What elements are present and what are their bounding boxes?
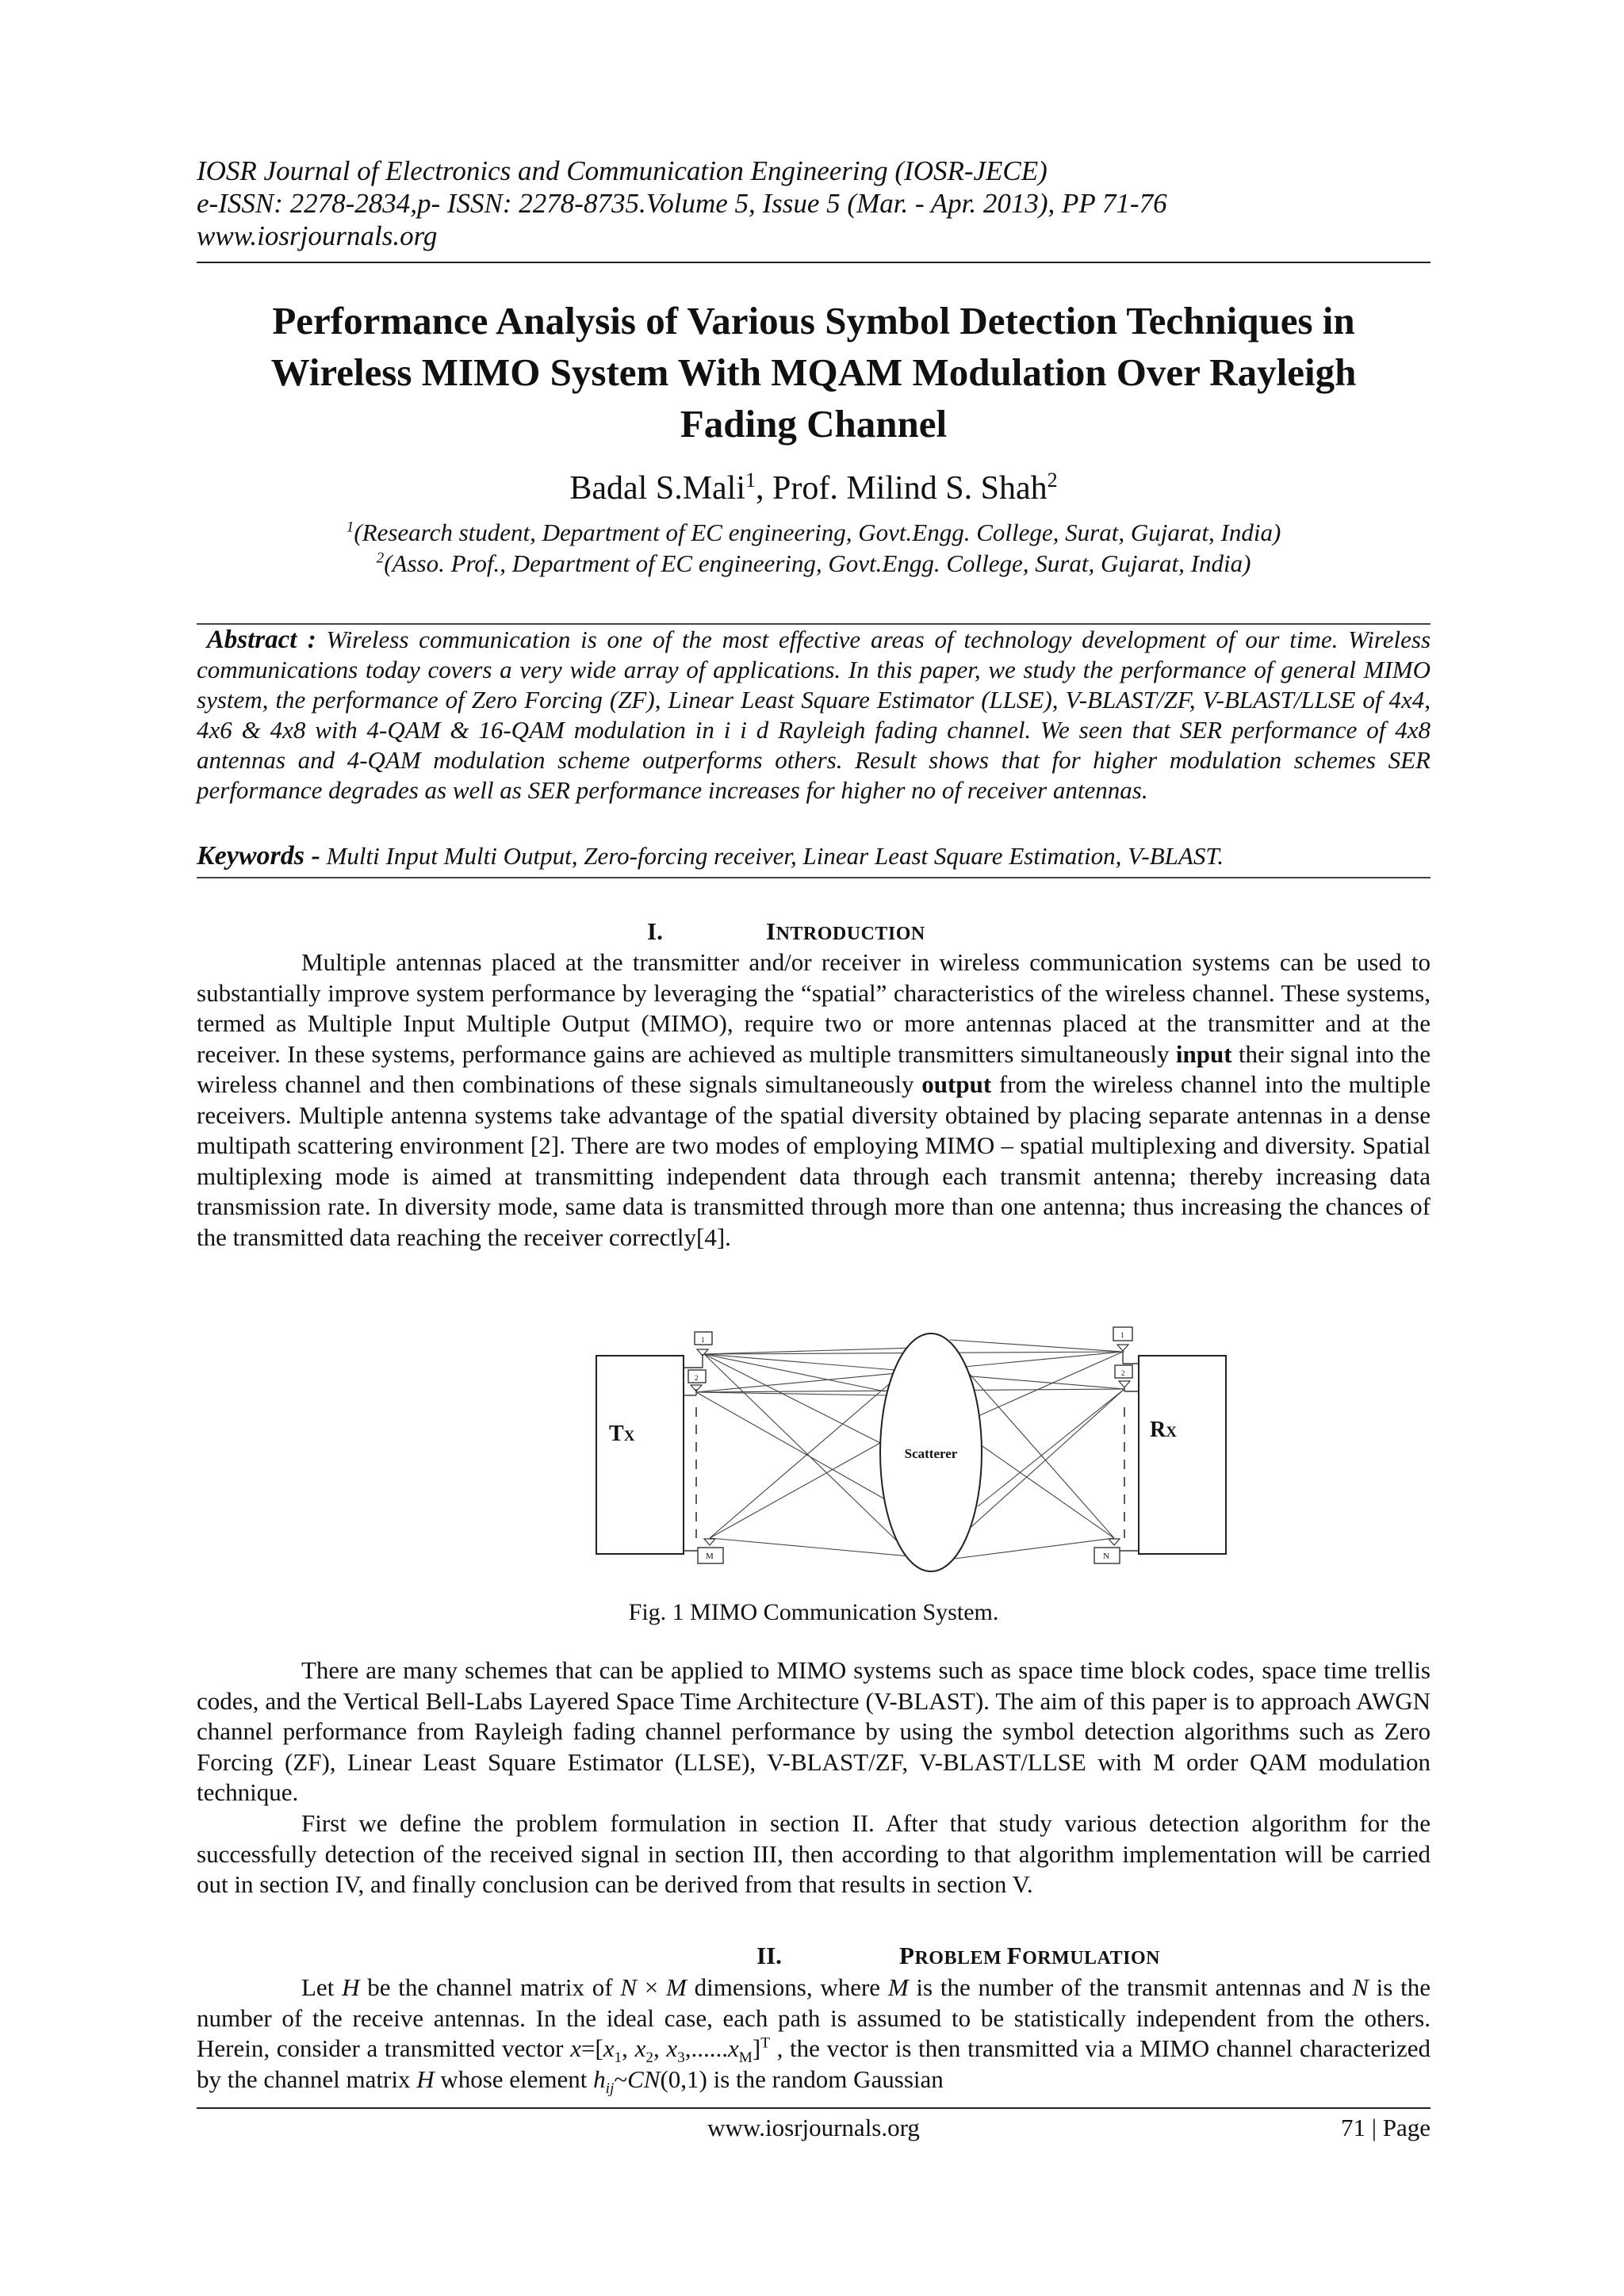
author-1: Badal S.Mali bbox=[569, 470, 746, 507]
keywords-text: Multi Input Multi Output, Zero-forcing receiver, Linear Least Square Estimation, V-BLAST. bbox=[326, 842, 1224, 870]
abstract-label: Abstract : bbox=[206, 626, 316, 654]
svg-text:RX: RX bbox=[1150, 1418, 1177, 1442]
header-rule bbox=[197, 262, 1431, 263]
abstract-text: Wireless communication is one of the most effective areas of technology development of our time. Wireless communications today covers a very wide array of applications. In this paper, we study the performance of general MIMO system, the performance of Zero Forcing (ZF), Linear Least Square Estimator (LLSE), V-BLAST/ZF, V-BLAST/LLSE of 4x4, 4x6 & 4x8 with 4-QAM & 16-QAM modulation in i i d Rayleigh fading channel. We seen that SER performance of 4x8 antennas and 4-QAM modulation scheme outperforms others. Result shows that for higher modulation schemes SER performance degrades as well as SER performance increases for higher no of receiver antennas. bbox=[197, 626, 1431, 804]
tx-antenna-1 bbox=[695, 1332, 712, 1356]
tx-antenna-m bbox=[698, 1539, 723, 1563]
tx-antenna-2 bbox=[688, 1370, 706, 1391]
svg-text:2: 2 bbox=[1121, 1369, 1125, 1377]
svg-text:N: N bbox=[1103, 1552, 1109, 1561]
page-number: 71 | Page bbox=[1341, 2114, 1431, 2141]
rx-antenna-1 bbox=[1113, 1327, 1132, 1351]
mimo-diagram bbox=[577, 1316, 1259, 1594]
journal-name: IOSR Journal of Electronics and Communication Engineering (IOSR-JECE) bbox=[197, 155, 1048, 186]
intro-paragraph-3: First we define the problem formulation in section II. After that study various detection algorithm for the successfully detection of the received signal in section III, then according to that algorithm implementation will be carried out in section IV, and finally conclusion can be derived from that results in section V. bbox=[197, 1809, 1431, 1898]
author-line: Badal S.Mali$^1$, Prof. Milind S. Shah$^2$ bbox=[569, 469, 1058, 507]
svg-text:1: 1 bbox=[1120, 1331, 1124, 1339]
svg-text:1: 1 bbox=[701, 1336, 705, 1344]
rx-block bbox=[1139, 1356, 1226, 1554]
svg-text:2: 2 bbox=[695, 1374, 699, 1382]
footer-url: www.iosrjournals.org bbox=[707, 2114, 920, 2141]
journal-issn: e-ISSN: 2278-2834,p- ISSN: 2278-8735.Volume 5, Issue 5 (Mar. - Apr. 2013), PP 71-76 bbox=[197, 188, 1167, 219]
figure-caption: Fig. 1 MIMO Communication System. bbox=[628, 1599, 999, 1625]
intro-paragraph-2: There are many schemes that can be applied to MIMO systems such as space time block codes, space time trellis codes, and the Vertical Bell-Labs Layered Space Time Architecture (V-BLAST). The aim of this paper is to approach AWGN channel performance from Rayleigh fading channel performance by using the symbol detection algorithms such as Zero Forcing (ZF), Linear Least Square Estimator (LLSE), V-BLAST/ZF, V-BLAST/LLSE with M order QAM modulation technique. bbox=[197, 1656, 1431, 1806]
keywords-label: Keywords - bbox=[197, 841, 320, 871]
journal-website: www.iosrjournals.org bbox=[197, 220, 438, 251]
intro-paragraph-1: Multiple antennas placed at the transmitter and/or receiver in wireless communication systems can be used to substantially improve system performance by leveraging the “spatial” characteristics of the wireless channel. These systems, termed as Multiple Input Multiple Output (MIMO), require two or more antennas placed at the transmitter and at the receiver. In these systems, performance gains are achieved as multiple transmitters simultaneously input their signal into the wireless channel and then combinations of these signals simultaneously output from the wireless channel into the multiple receivers. Multiple antenna systems take advantage of the spatial diversity obtained by placing separate antennas in a dense multipath scattering environment [2]. There are two modes of employing MIMO – spatial multiplexing and diversity. Spatial multiplexing mode is aimed at transmitting independent data through each transmit antenna; thereby increasing data transmission rate. In diversity mode, same data is transmitted through more than one antenna; thus increasing the chances of the transmitted data reaching the receiver correctly[4]. bbox=[197, 948, 1431, 1251]
tx-block bbox=[596, 1356, 684, 1554]
paper-title: Performance Analysis of Various Symbol Detection Techniques in Wireless MIMO System With MQAM Modulation Over Rayleigh Fading Channel bbox=[270, 299, 1357, 446]
footer-rule bbox=[197, 2107, 1431, 2109]
author-2: Prof. Milind S. Shah bbox=[772, 470, 1048, 507]
rx-label: R bbox=[1150, 1418, 1166, 1442]
rx-antenna-n bbox=[1094, 1539, 1120, 1563]
tx-label: T bbox=[609, 1422, 624, 1446]
svg-text:M: M bbox=[706, 1552, 714, 1561]
affiliation-1: $^1$(Research student, Department of EC engineering, Govt.Engg. College, Surat, Gujarat, India) bbox=[346, 519, 1281, 546]
svg-text:TX: TX bbox=[609, 1422, 635, 1446]
rx-antenna-2 bbox=[1115, 1365, 1132, 1387]
abstract bbox=[197, 625, 1431, 806]
problem-paragraph: Let H be the channel matrix of N × M dimensions, where M is the number of the transmit antennas and N is the number of the receive antennas. In the ideal case, each path is assumed to be statistically independent from the others. Herein, consider a transmitted vector $x=[x_1$, $x_2$, $x_3,......x_M]^T$ , the vector is then transmitted via a MIMO channel characterized by the channel matrix H whose element $h_{ij}\sim CN(0,1)$ is the random Gaussian bbox=[197, 1973, 1431, 2097]
scatterer-label: Scatterer bbox=[904, 1446, 958, 1461]
affiliation-2: $^2$(Asso. Prof., Department of EC engineering, Govt.Engg. College, Surat, Gujarat, India) bbox=[376, 549, 1251, 577]
journal-header bbox=[197, 155, 1431, 252]
keywords bbox=[197, 840, 1431, 872]
